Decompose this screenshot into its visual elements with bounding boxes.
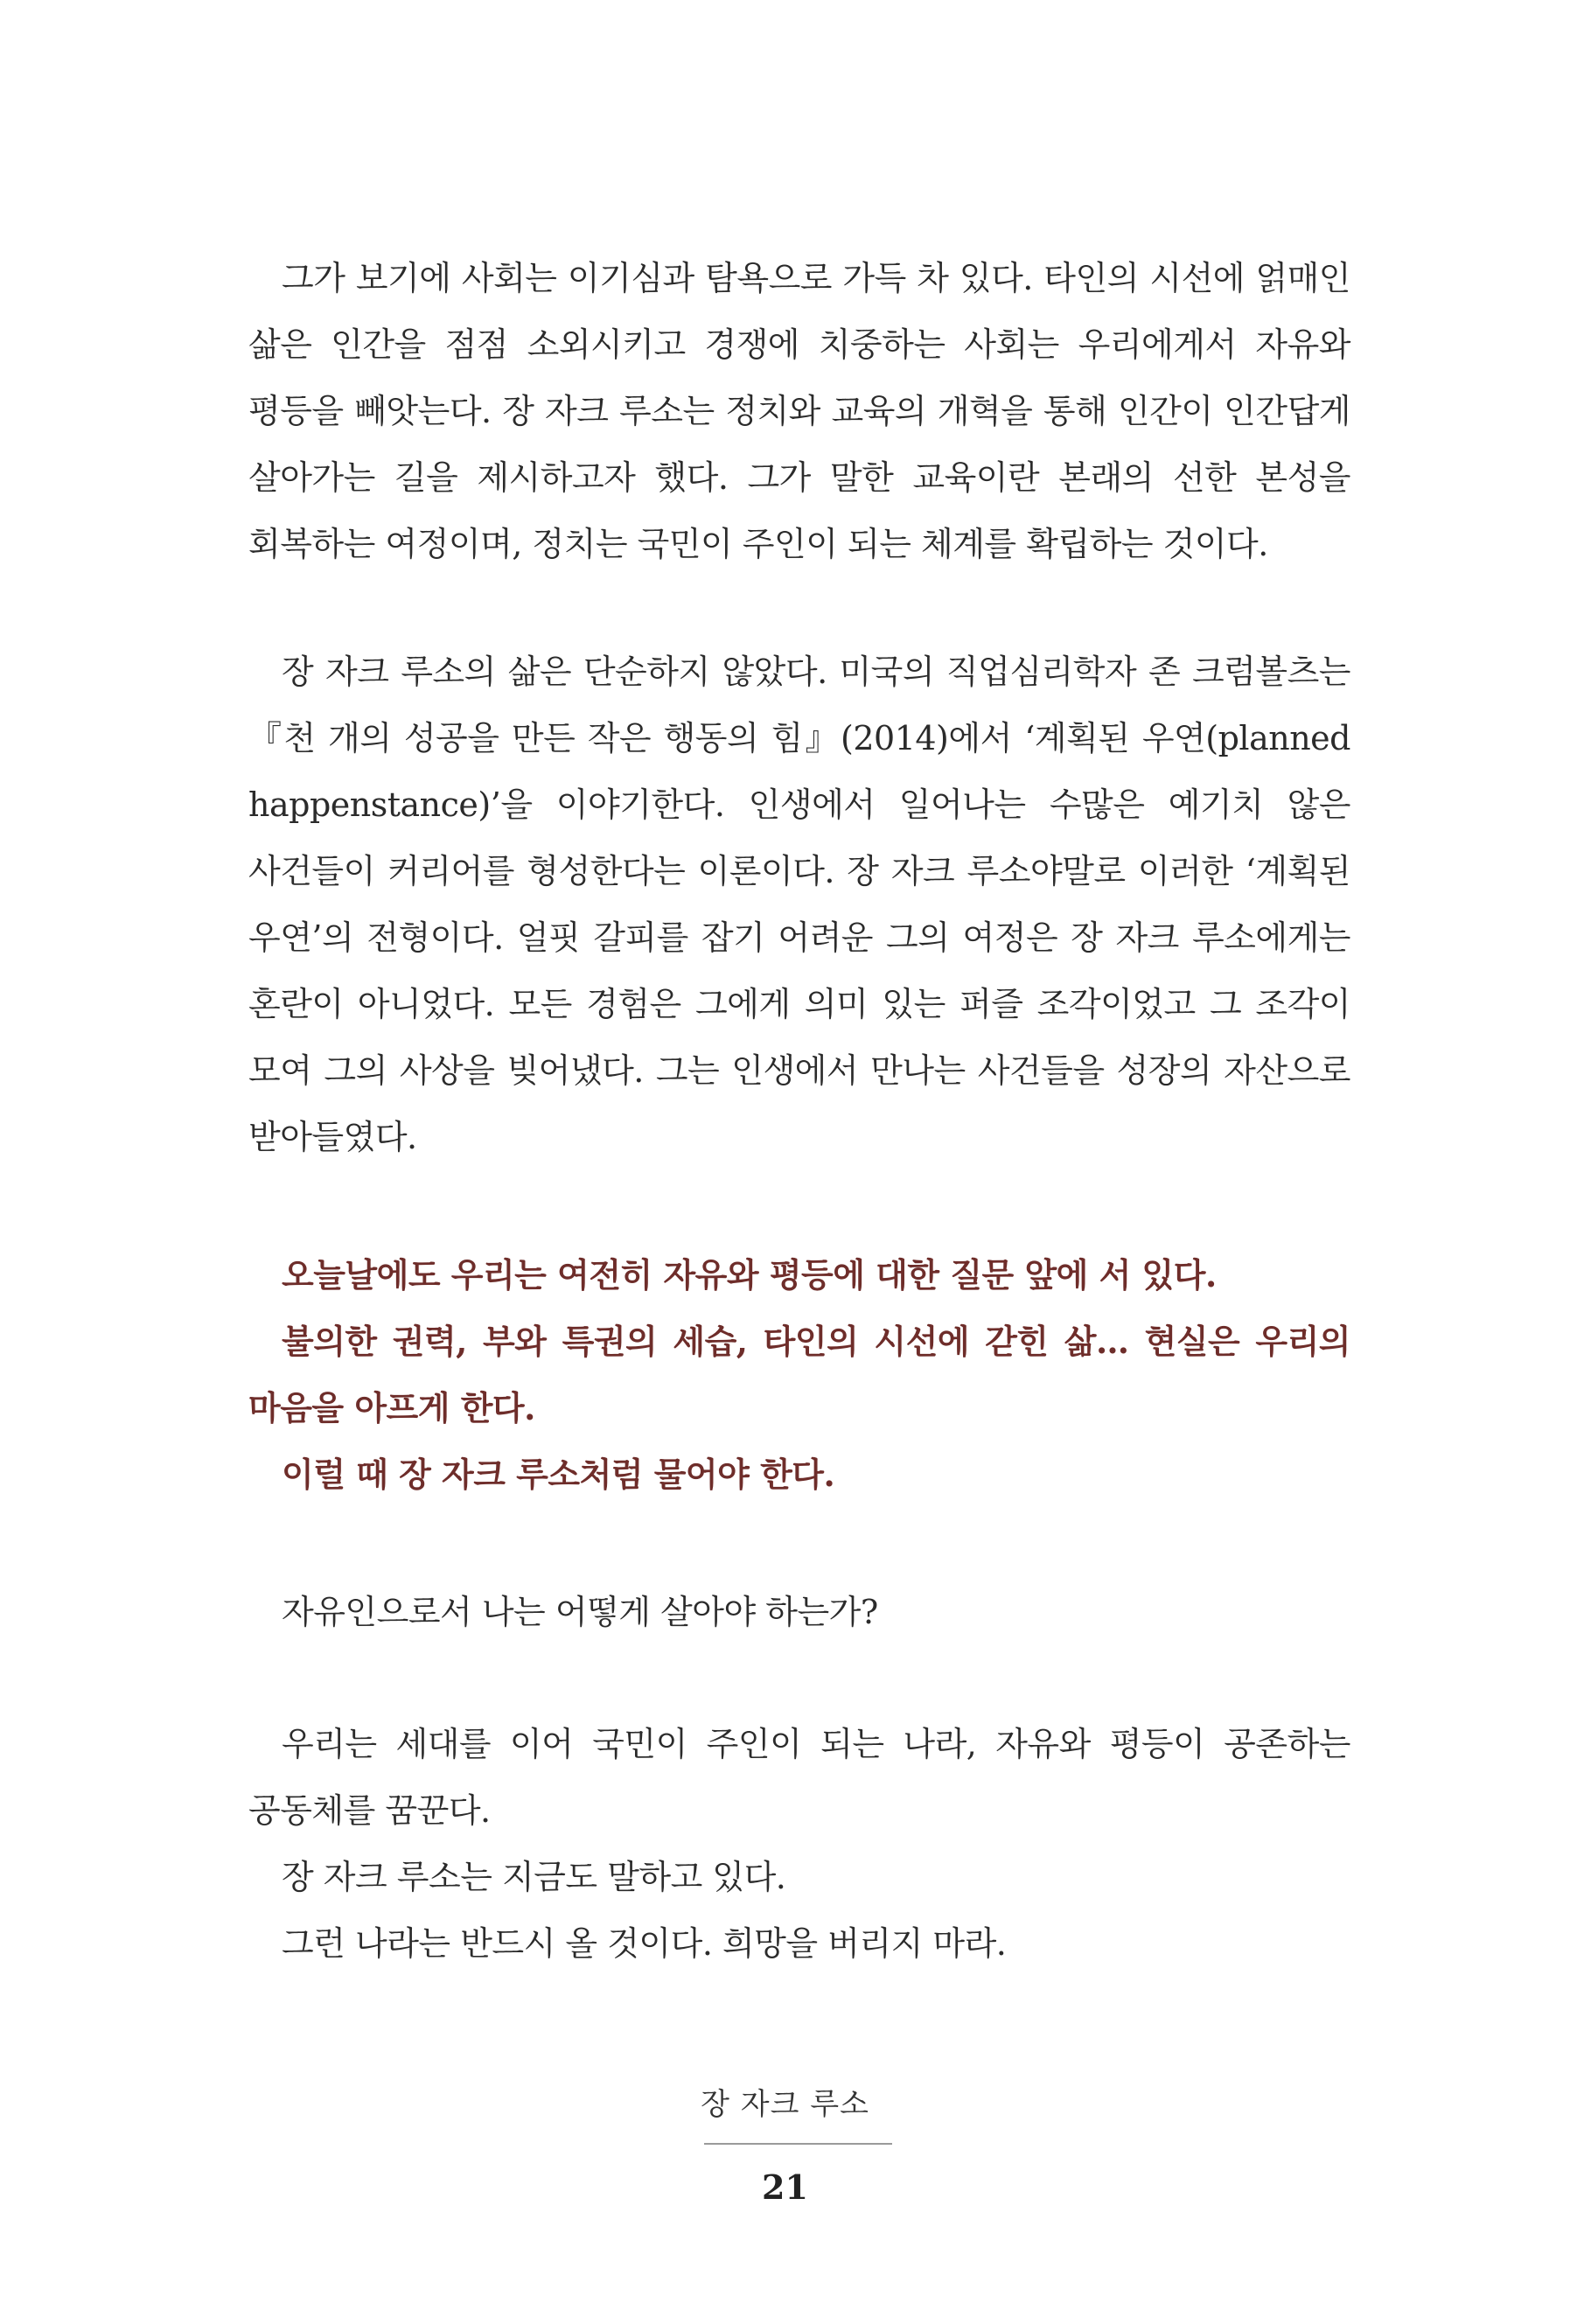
paragraph-text: 장 자크 루소의 삶은 단순하지 않았다. 미국의 직업심리학자 존 크럼볼츠는 『천 개의 성공을 만든 작은 행동의 힘』(2014)에서 ‘계획된 우연(planned happenstance)’을 이야기한다. 인생에서 일어나는 수많은 예기치 않은 사건들이 커리어를 형성한다는 이론이다. 장 자크 루소야말로 이러한 ‘계획된 우연’의 전형이다. 얼핏 갈피를 잡기 어려운 그의 여정은 장 자크 루소에게는 혼란이 아니었다. 모든 경험은 그에게 의미 있는 퍼즐 조각이었고 그 조각이 모여 그의 사상을 빚어냈다. 그는 인생에서 만나는 사건들을 성장의 자산으로 받아들였다.: [248, 653, 1350, 1156]
body-paragraph-2: [248, 639, 1350, 1170]
closing-line-1: 우리는 세대를 이어 국민이 주인이 되는 나라, 자유와 평등이 공존하는 공동체를 꿈꾼다.: [248, 1725, 1350, 1830]
closing-paragraph: [248, 1711, 1350, 1977]
closing-line-2: 장 자크 루소는 지금도 말하고 있다.: [282, 1858, 786, 1896]
page-number: 21: [762, 2167, 808, 2207]
highlight-line-3: 이럴 때 장 자크 루소처럼 물어야 한다.: [282, 1455, 835, 1494]
highlighted-passage: [248, 1242, 1350, 1508]
question-text: 자유인으로서 나는 어떻게 살아야 하는가?: [282, 1593, 878, 1631]
question-paragraph: [248, 1579, 1350, 1645]
closing-line-3: 그런 나라는 반드시 올 것이다. 희망을 버리지 마라.: [282, 1924, 1007, 1963]
running-footer-title: 장 자크 루소: [701, 2087, 869, 2122]
highlight-line-2: 불의한 권력, 부와 특권의 세습, 타인의 시선에 갇힌 삶… 현실은 우리의 마음을 아프게 한다.: [248, 1322, 1350, 1427]
footer-divider: [704, 2143, 892, 2145]
body-paragraph-1: [248, 245, 1350, 577]
highlight-line-1: 오늘날에도 우리는 여전히 자유와 평등에 대한 질문 앞에 서 있다.: [282, 1255, 1217, 1295]
paragraph-text: 그가 보기에 사회는 이기심과 탐욕으로 가득 차 있다. 타인의 시선에 얽매인 삶은 인간을 점점 소외시키고 경쟁에 치중하는 사회는 우리에게서 자유와 평등을 빼앗는다. 장 자크 루소는 정치와 교육의 개혁을 통해 인간이 인간답게 살아가는 길을 제시하고자 했다. 그가 말한 교육이란 본래의 선한 본성을 회복하는 여정이며, 정치는 국민이 주인이 되는 체계를 확립하는 것이다.: [248, 259, 1350, 563]
